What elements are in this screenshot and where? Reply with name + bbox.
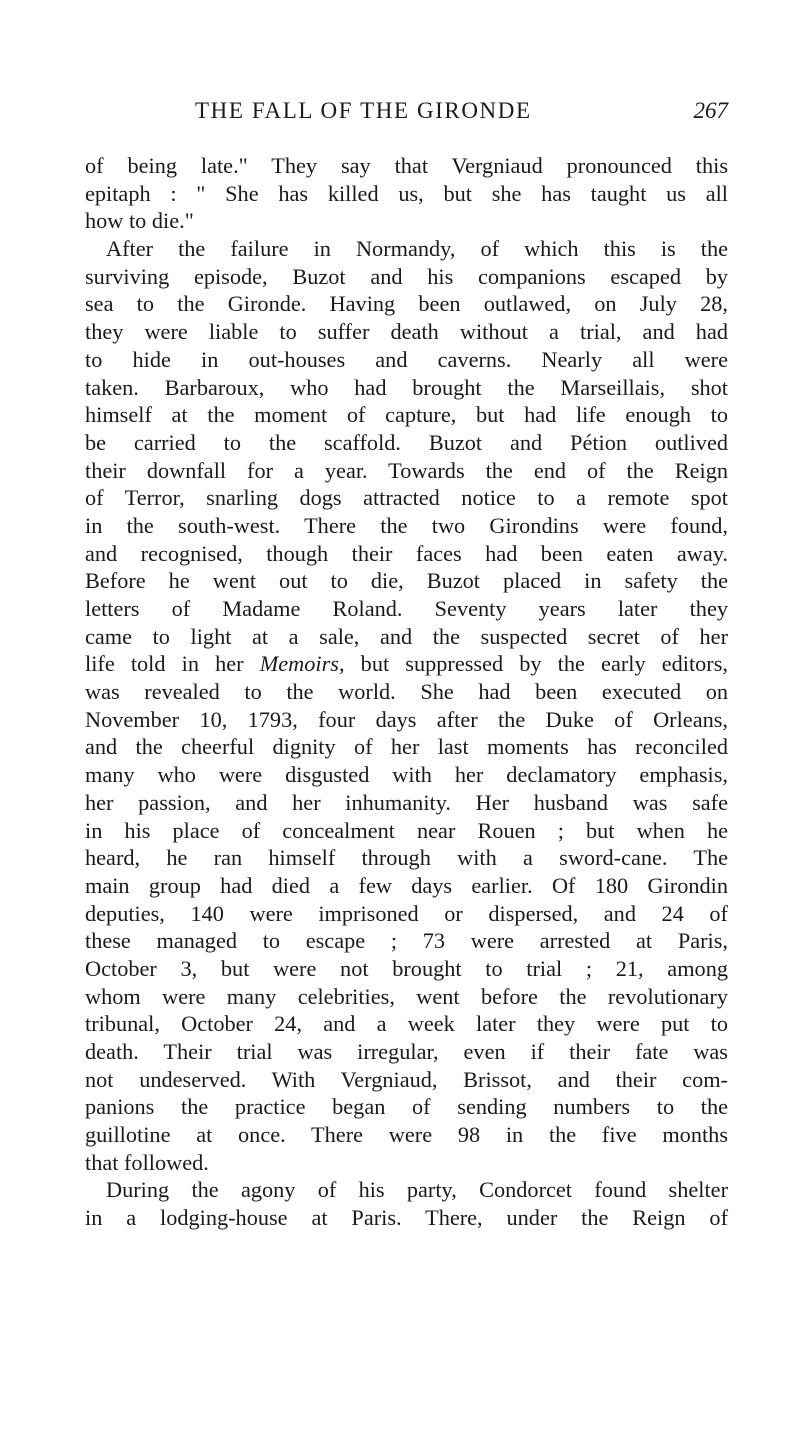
- page-header: [85, 98, 728, 128]
- text-line: tribunal, October 24, and a week later they were put to: [85, 1011, 728, 1037]
- text-line: to hide in out-houses and caverns. Nearly all were: [85, 346, 728, 372]
- text-line: their downfall for a year. Towards the end of the Reign: [85, 457, 728, 483]
- text-line: letters of Madame Roland. Seventy years later they: [85, 596, 728, 621]
- text-line: was revealed to the world. She had been executed on: [85, 679, 728, 705]
- text-line: how to die.": [85, 208, 194, 234]
- running-title: THE FALL OF THE GIRONDE: [195, 98, 532, 123]
- text-line: many who were disgusted with her declamatory emphasis,: [85, 762, 728, 788]
- text-line: sea to the Gironde. Having been outlawed, on July 28,: [85, 291, 728, 317]
- text-line: death. Their trial was irregular, even if their fate was: [85, 1039, 728, 1064]
- text-line: of Terror, snarling dogs attracted notice to a remote spot: [85, 485, 728, 511]
- text-line: main group had died a few days earlier. Of 180 Girondin: [85, 872, 728, 898]
- text-line: Before he went out to die, Buzot placed in safety the: [85, 568, 728, 594]
- text-line: of being late." They say that Vergniaud pronounced this: [85, 153, 728, 178]
- text-line: be carried to the scaffold. Buzot and Pétion outlived: [85, 429, 728, 455]
- text-line: November 10, 1793, four days after the Duke of Orleans,: [85, 706, 728, 732]
- text-line: October 3, but were not brought to trial ; 21, among: [85, 955, 728, 981]
- page-number: 267: [693, 98, 728, 123]
- body-text: [85, 152, 728, 1232]
- text-line: her passion, and her inhumanity. Her husband was safe: [85, 789, 728, 815]
- text-line: deputies, 140 were imprisoned or dispersed, and 24 of: [85, 900, 728, 926]
- text-line: these managed to escape ; 73 were arrested at Paris,: [85, 928, 728, 954]
- text-line: panions the practice began of sending numbers to the: [85, 1094, 728, 1120]
- text-line: [85, 650, 728, 678]
- text-span: , but suppressed by the early editors,: [338, 651, 728, 677]
- text-line: surviving episode, Buzot and his companions escaped by: [85, 263, 728, 289]
- text-span: life told in her: [85, 651, 260, 677]
- text-line: in his place of concealment near Rouen ; but when he: [85, 817, 728, 843]
- text-line: epitaph : " She has killed us, but she has taught us all: [85, 180, 728, 206]
- text-line: whom were many celebrities, went before the revolutionary: [85, 983, 728, 1009]
- text-line: came to light at a sale, and the suspected secret of her: [85, 623, 728, 649]
- book-title: Memoirs: [259, 651, 339, 677]
- text-line: himself at the moment of capture, but had life enough to: [85, 402, 728, 428]
- text-line: in the south-west. There the two Girondins were found,: [85, 512, 728, 538]
- text-line: After the failure in Normandy, of which this is the: [106, 236, 728, 262]
- text-line: During the agony of his party, Condorcet found shelter: [106, 1177, 728, 1203]
- text-line: and recognised, though their faces had been eaten away.: [85, 540, 728, 566]
- text-line: that followed.: [85, 1149, 209, 1175]
- text-line: taken. Barbaroux, who had brought the Marseillais, shot: [85, 374, 728, 400]
- text-line: not undeserved. With Vergniaud, Brissot, and their com-: [85, 1066, 728, 1092]
- text-line: in a lodging-house at Paris. There, under the Reign of: [85, 1205, 728, 1231]
- text-line: they were liable to suffer death without a trial, and had: [85, 319, 728, 345]
- text-line: guillotine at once. There were 98 in the five months: [85, 1122, 728, 1148]
- text-line: heard, he ran himself through with a sword-cane. The: [85, 845, 728, 871]
- text-line: and the cheerful dignity of her last moments has reconciled: [85, 734, 728, 760]
